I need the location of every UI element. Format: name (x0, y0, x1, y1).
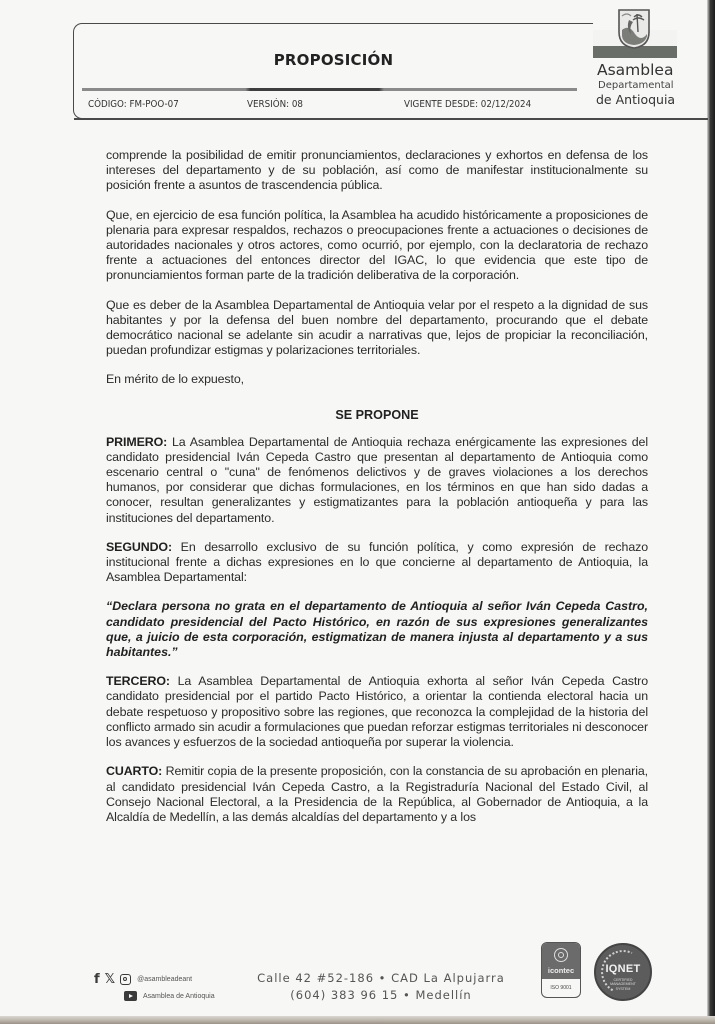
logo-subtitle: Departamental (598, 80, 674, 91)
article-label: PRIMERO: (106, 434, 168, 449)
phone-line: (604) 383 96 15 • Medellín (290, 988, 472, 1002)
article-label: CUARTO: (106, 764, 163, 779)
article-primero (106, 435, 648, 526)
icontec-name: icontec (547, 966, 575, 975)
youtube-icon (124, 991, 137, 1001)
coat-of-arms-icon (617, 8, 651, 50)
iqnet-name: IQNET (605, 963, 641, 975)
article-label: SEGUNDO: (106, 539, 172, 554)
declaration-quote: “Declara persona no grata en el departamento de Antioquia al señor Iván Cepeda Castro, candidato presidencial del Pacto Histórico, en razón de sus expresiones generalizantes que, a juicio de esta corporación, estigmatizan de manera injusta al departamento y a sus habitantes.” (106, 599, 648, 660)
article-tercero (106, 674, 648, 750)
document-version: VERSIÓN: 08 (247, 99, 303, 110)
document-code: CÓDIGO: FM-POO-07 (88, 99, 179, 110)
iqnet-certification-badge (594, 943, 652, 1001)
document-effective-date: VIGENTE DESDE: 02/12/2024 (404, 99, 532, 110)
article-text: La Asamblea Departamental de Antioquia rechaza enérgicamente las expresiones del candidato presidencial Iván Cepeda Castro que presentan al departamento de Antioquia como escenario central o "cuna" de fenómenos delictivos y de graves violaciones a los derechos humanos, por considerar que dichas formulaciones, en los términos en que han sido dadas a conocer, resultan generalizantes y estigmatizantes para la población antioqueña y para las instituciones del departamento. (106, 434, 648, 525)
facebook-icon: f (94, 971, 100, 987)
asamblea-logo (590, 2, 680, 120)
section-heading: SE PROPONE (335, 407, 419, 422)
instagram-icon (120, 974, 131, 985)
address-line: Calle 42 #52-186 • CAD La Alpujarra (257, 971, 505, 985)
article-text: Remitir copia de la presente proposición, con la constancia de su aprobación en plenaria, al candidato presidencial Iván Cepeda Castro, a la Registraduría Nacional del Estado Civil, al Consejo Nacional Electoral, a la Presidencia de la República, al Gobernador de Antioquia, a la Alcaldía de Medellín, a las demás alcaldías del departamento y a los (106, 764, 648, 824)
article-text: En desarrollo exclusivo de su función política, y como expresión de rechazo institucional frente a dichas expresiones en lo que concierne al departamento de Antioquia, la Asamblea Departamental: (106, 539, 648, 585)
youtube-channel: Asamblea de Antioquia (143, 992, 215, 1000)
footer-youtube (124, 991, 215, 1001)
logo-name: Asamblea (597, 61, 674, 79)
document-body (106, 148, 648, 839)
paragraph: Que, en ejercicio de esa función política, la Asamblea ha acudido históricamente a proposiciones de plenaria para expresar respaldos, rechazos o preocupaciones frente a actuaciones o decisiones de autoridades nacionales y otros actores, como ocurrió, por ejemplo, con la declaratoria de rechazo frente a actuaciones del entonces director del IGAC, lo que evidencia que este tipo de pronunciamientos forman parte de la tradición deliberativa de la corporación. (106, 207, 648, 283)
document-title: PROPOSICIÓN (273, 51, 394, 69)
logo-subtitle-region: de Antioquia (596, 92, 676, 107)
article-segundo (106, 540, 648, 586)
document-header (73, 23, 593, 119)
header-divider (82, 88, 577, 91)
icontec-certification-badge (541, 942, 581, 998)
paragraph: comprende la posibilidad de emitir pronunciamientos, declaraciones y exhortos en defensa de los intereses del departamento y de su población, así como de manifestar institucionalmente su posición frente a asuntos de trascendencia pública. (106, 148, 648, 193)
x-icon: 𝕏 (104, 971, 116, 987)
paragraph: Que es deber de la Asamblea Departamental de Antioquia velar por el respeto a la dignidad de sus habitantes y por la defensa del buen nombre del departamento, procurando que el debate democrático nacional se adelante sin acudir a narrativas que, lejos de propiciar la reconciliación, puedan profundizar estigmas y polarizaciones territoriales. (106, 297, 648, 358)
paragraph: En mérito de lo expuesto, (106, 372, 245, 387)
footer-address (252, 970, 510, 1004)
icontec-rings-icon (554, 948, 568, 962)
social-handle: @asambleadeant (137, 975, 193, 983)
page-bottom-edge (0, 1016, 715, 1024)
article-cuarto (106, 764, 648, 825)
article-label: TERCERO: (106, 674, 170, 689)
page-edge-shadow (707, 0, 715, 1024)
iqnet-subtitle: CERTIFIED MANAGEMENT SYSTEM (610, 978, 636, 991)
footer-social (94, 972, 192, 986)
icontec-iso: ISO 9001 (550, 985, 572, 991)
article-text: La Asamblea Departamental de Antioquia exhorta al señor Iván Cepeda Castro candidato presidencial por el partido Pacto Histórico, a orientar la contienda electoral hacia un debate respetuoso y propositivo sobre las regiones, que reconozca la complejidad de la historia del conflicto armado sin acudir a formulaciones que puedan reforzar estigmas territoriales ni desconocer los avances y esfuerzos de la sociedad antioqueña por superar la violencia. (106, 674, 648, 750)
